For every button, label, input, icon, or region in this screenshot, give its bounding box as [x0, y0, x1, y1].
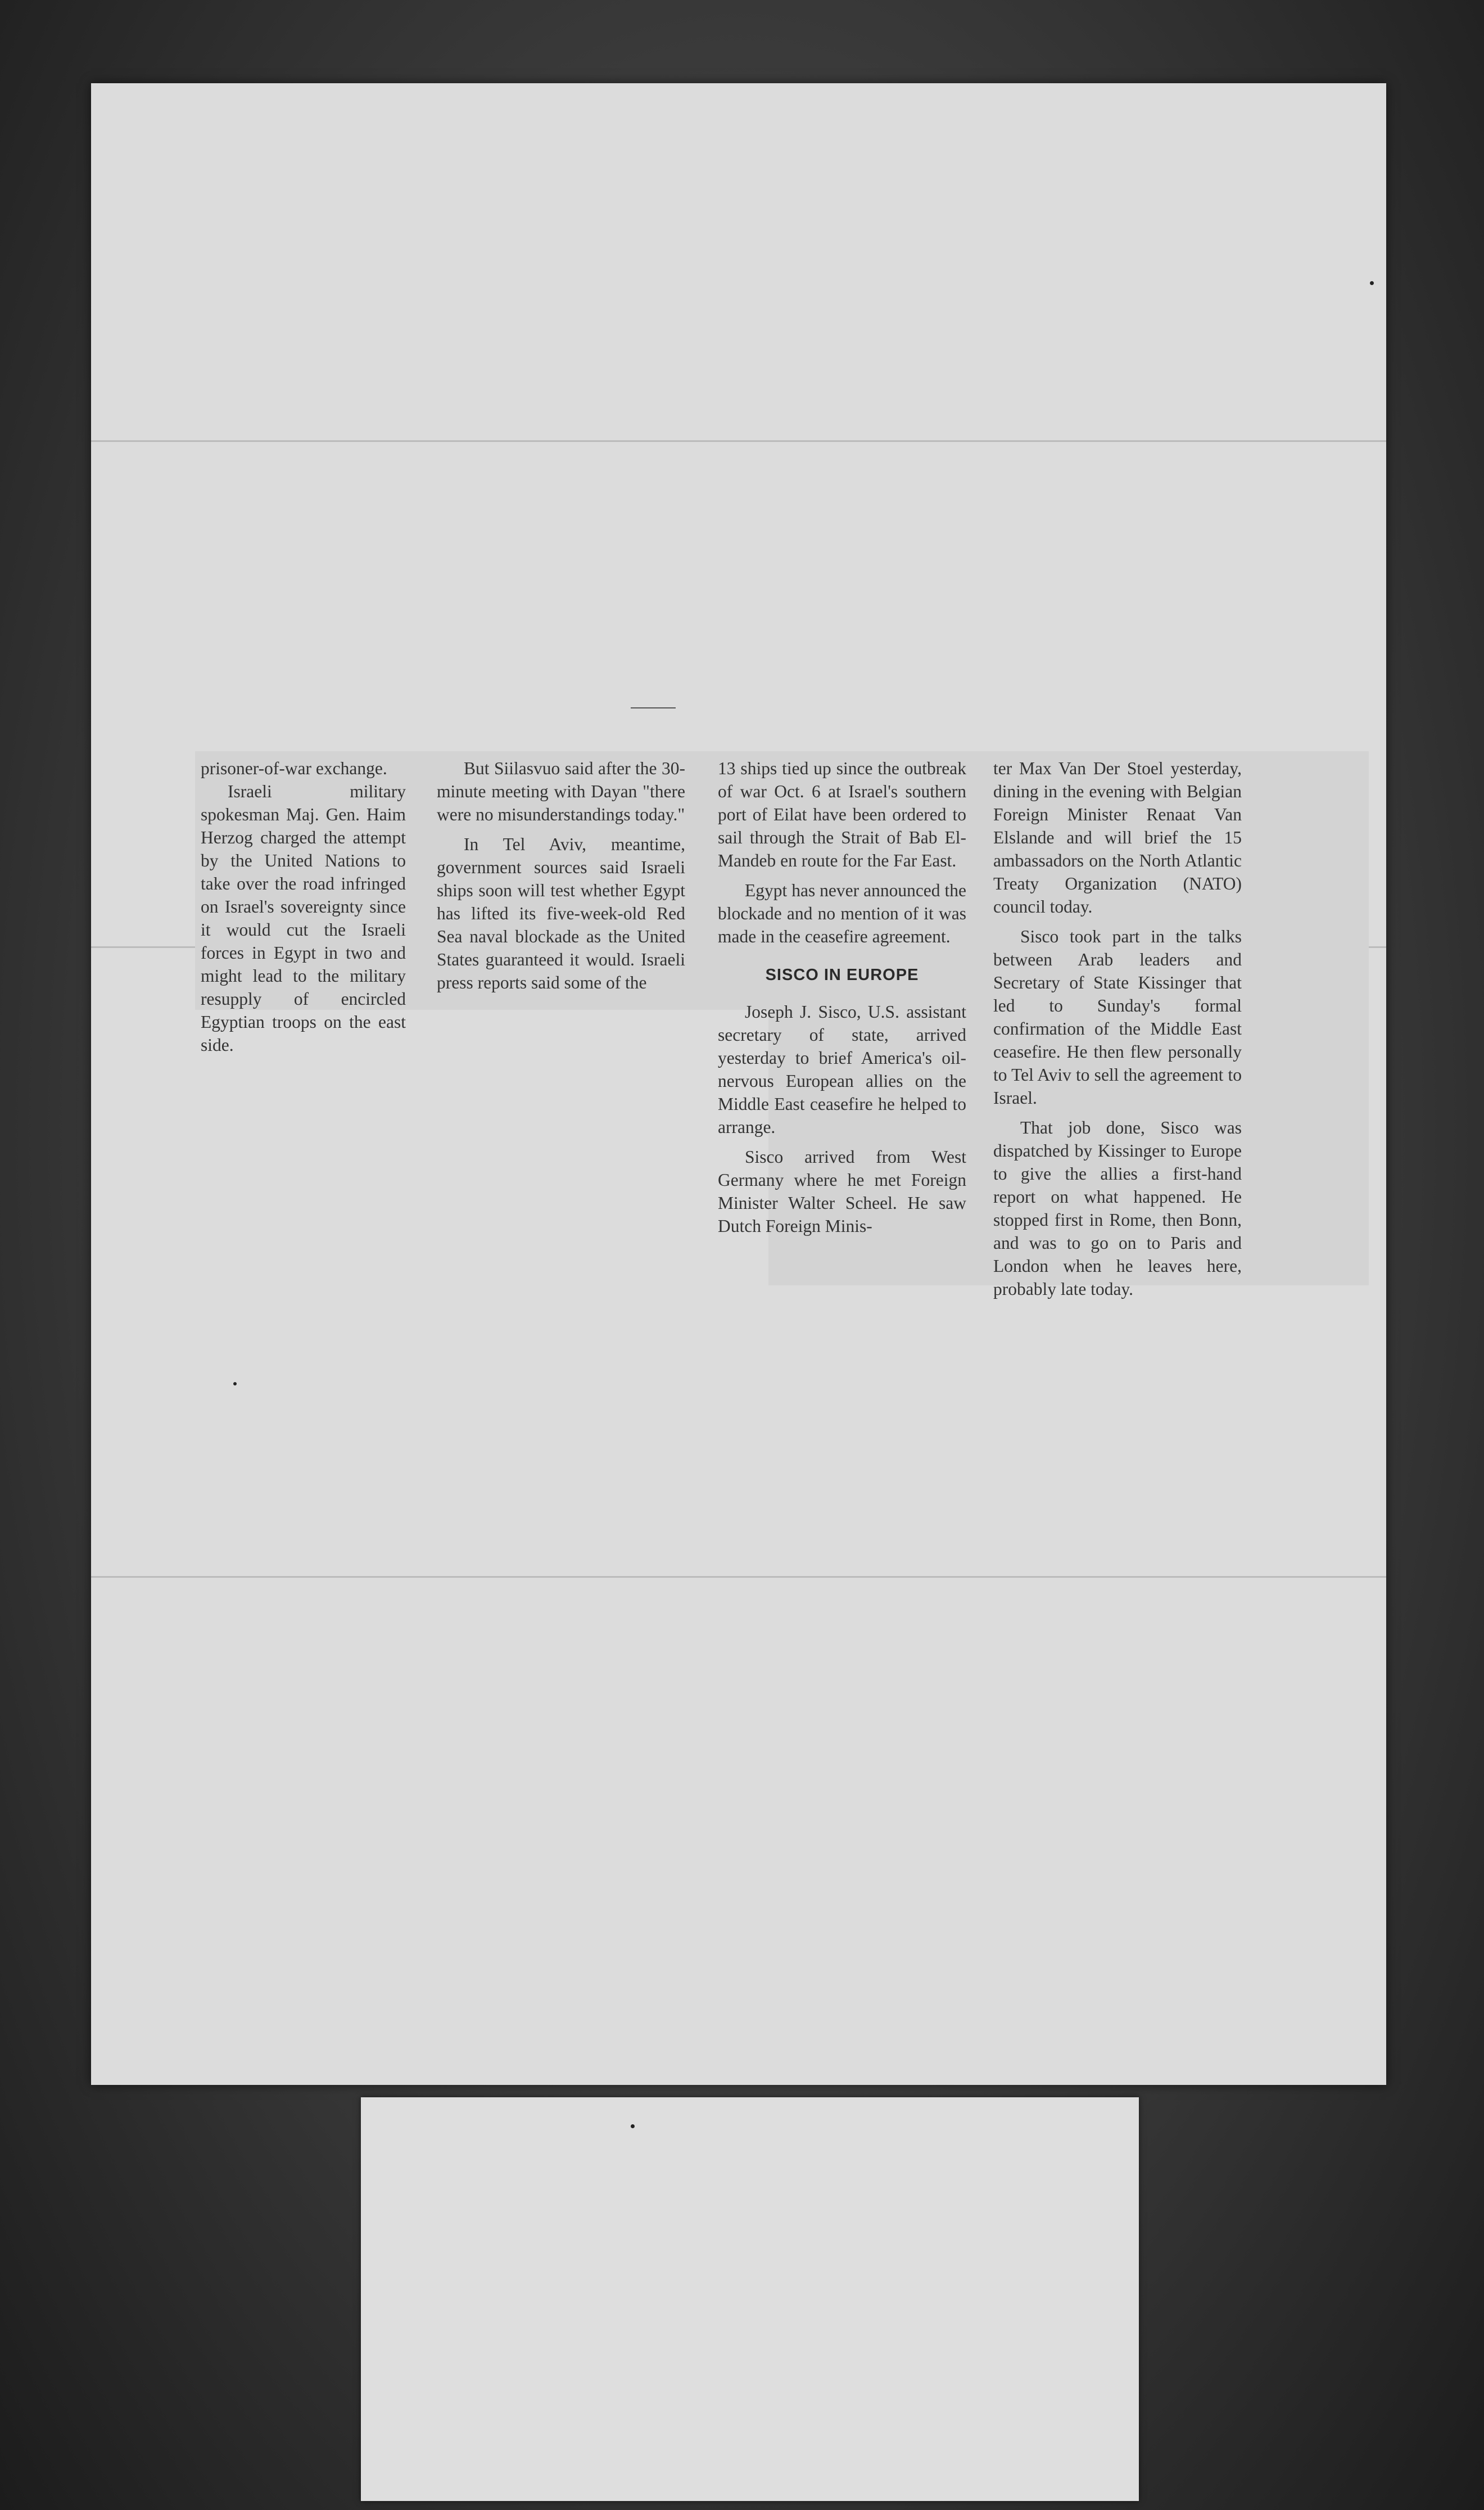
column-2-paragraph-2: In Tel Aviv, meantime, government sources said Israeli ships soon will test whether Egypt has lifted its five-week-old Red Sea naval blockade as the United States guaranteed it would. Israeli press reports said some of the [437, 834, 685, 992]
dust-speck [1370, 281, 1374, 285]
column-4-paragraph-1: ter Max Van Der Stoel yesterday, dining in the evening with Belgian Foreign Minister Renaat Van Elslande and will brief the 15 ambassadors on the North Atlantic Treaty Organization (NATO) council today. [993, 759, 1242, 917]
fold-line [91, 440, 1386, 442]
column-3-paragraph-4: Sisco arrived from West Germany where he met Foreign Minister Walter Scheel. He saw Dutch Foreign Minis- [718, 1147, 966, 1236]
column-3-paragraph-1: 13 ships tied up since the outbreak of war Oct. 6 at Israel's southern port of Eilat have been ordered to sail through the Strait of Bab El-Mandeb en route for the Far East. [718, 759, 966, 870]
dust-speck [233, 1382, 237, 1385]
newspaper-clipping [195, 751, 1369, 1381]
column-1-paragraph-2: Israeli military spokesman Maj. Gen. Haim Herzog charged the attempt by the United Nations to take over the road infringed on Israel's sovereignty since it would cut the Israeli forces in Egypt in two and might lead to the military resupply of encircled Egyptian troops on the east side. [201, 782, 406, 1055]
column-1-paragraph-1: prisoner-of-war exchange. [201, 759, 387, 778]
article-column-1 [201, 757, 406, 1057]
article-column-4 [993, 757, 1242, 1301]
column-2-paragraph-1: But Siilasvuo said after the 30-minute meeting with Dayan "there were no misunderstandings today." [437, 759, 685, 824]
column-3-paragraph-2: Egypt has never announced the blockade and no mention of it was made in the ceasefire agreement. [718, 881, 966, 946]
pen-mark [631, 707, 676, 708]
dust-speck [631, 2124, 635, 2128]
blank-slip [361, 2097, 1139, 2501]
article-column-3 [718, 757, 966, 1238]
column-4-paragraph-3: That job done, Sisco was dispatched by Kissinger to Europe to give the allies a first-hand report on what happened. He stopped first in Rome, then Bonn, and was to go on to Paris and London when he leaves here, probably late today. [993, 1118, 1242, 1299]
document-page [91, 83, 1386, 2085]
column-4-paragraph-2: Sisco took part in the talks between Arab leaders and Secretary of State Kissinger that led to Sunday's formal confirmation of the Middle East ceasefire. He then flew personally to Tel Aviv to sell the agreement to Israel. [993, 927, 1242, 1108]
subheading: SISCO IN EUROPE [765, 966, 919, 984]
article-column-2 [437, 757, 685, 994]
column-3-paragraph-3: Joseph J. Sisco, U.S. assistant secretary of state, arrived yesterday to brief America's oil-nervous European allies on the Middle East ceasefire he helped to arrange. [718, 1002, 966, 1137]
fold-line [91, 1576, 1386, 1578]
